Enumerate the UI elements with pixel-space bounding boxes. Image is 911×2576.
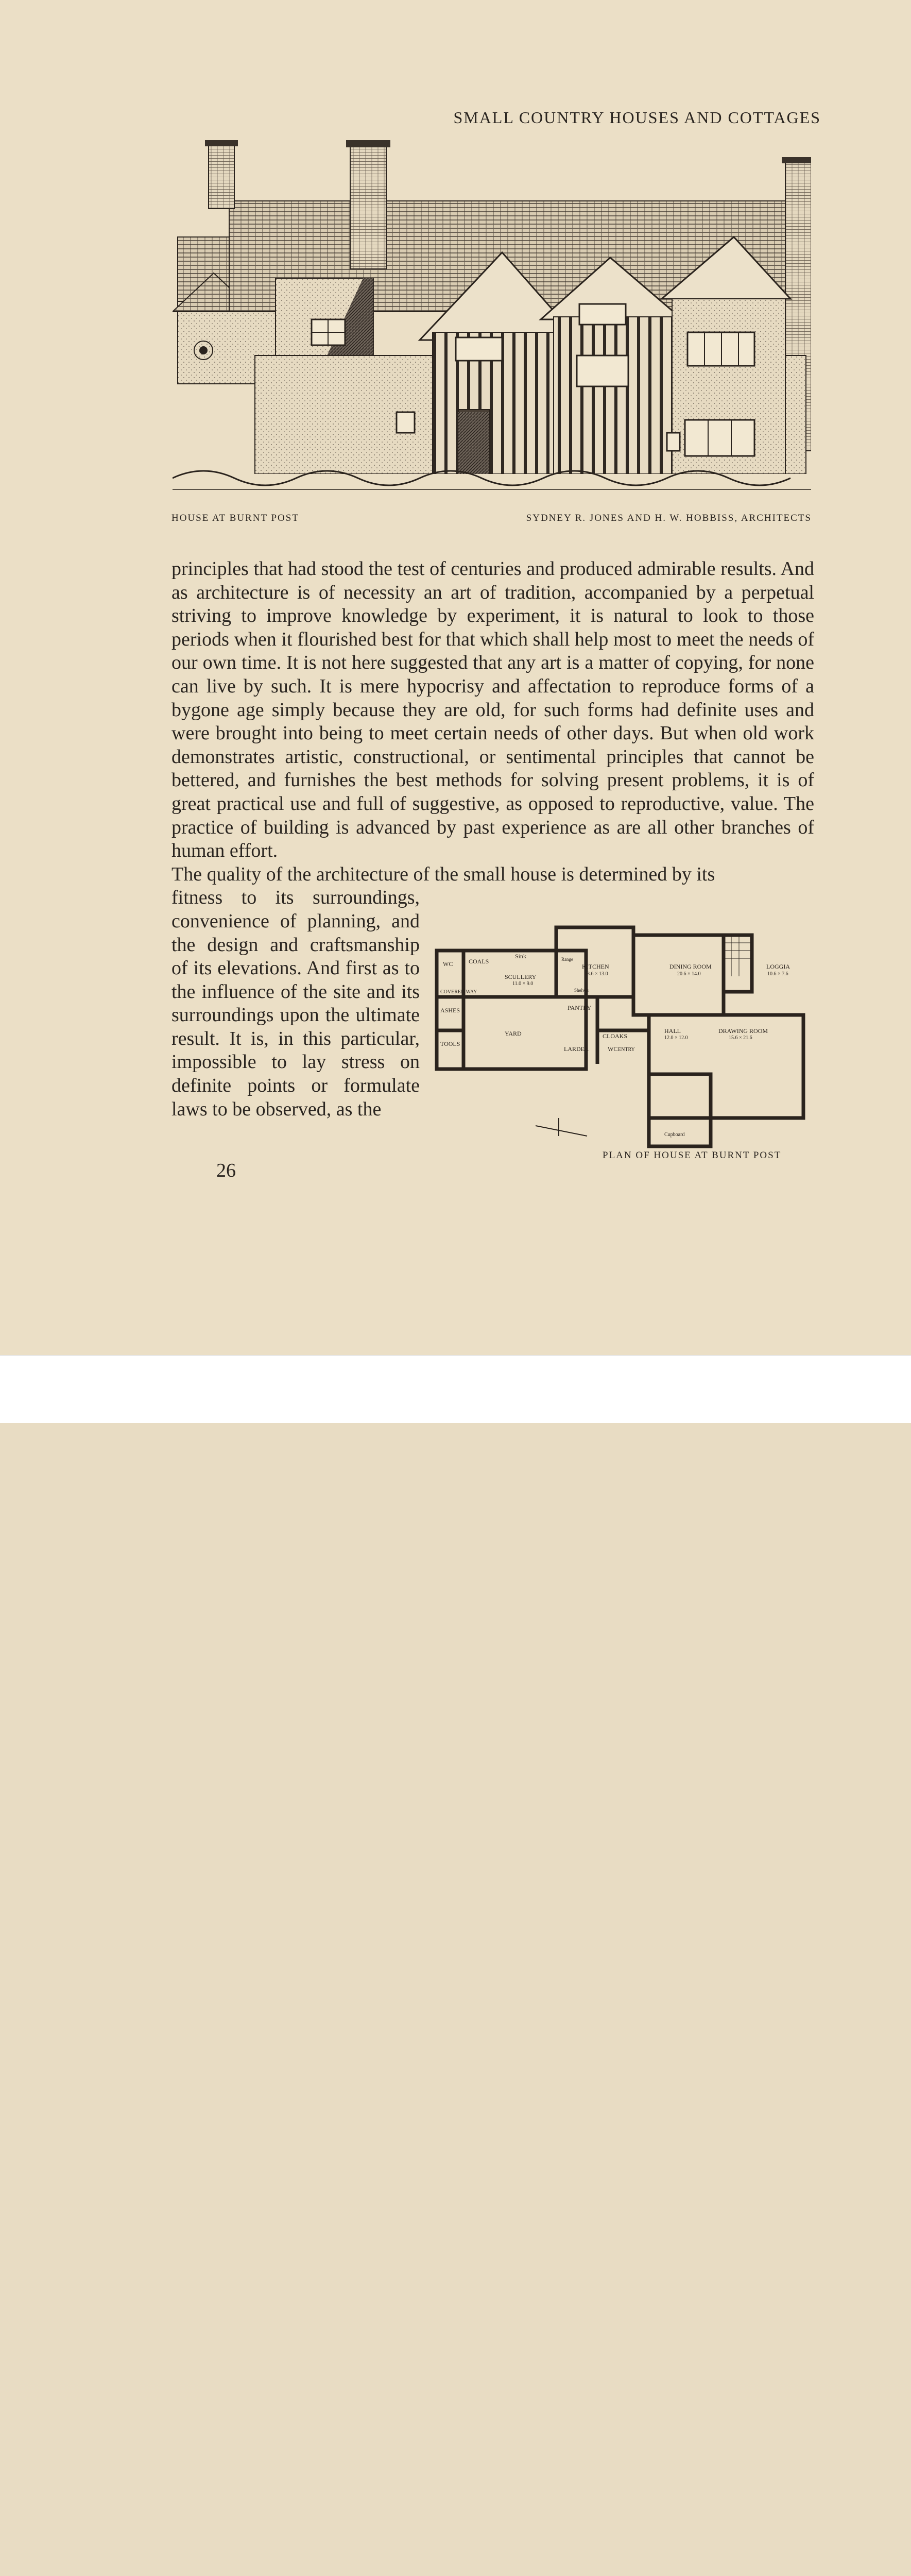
paragraph-wide-line: The quality of the architecture of the small house is determined by its: [171, 863, 715, 885]
page-number: 26: [216, 1160, 236, 1181]
plan-label-dining-size: 20.6 × 14.0: [677, 971, 701, 977]
plan-label-coals: COALS: [469, 958, 489, 965]
plan-label-dining: DINING ROOM: [669, 963, 712, 970]
plan-label-kitchen-size: 13.6 × 13.0: [585, 971, 608, 977]
plan-label-drawing-size: 15.6 × 21.6: [729, 1035, 752, 1041]
plan-label-entry: ENTRY: [618, 1047, 635, 1053]
north-arrow-icon: [536, 1118, 587, 1136]
illustration-caption-title: HOUSE AT BURNT POST: [171, 513, 299, 523]
plan-caption: PLAN OF HOUSE AT BURNT POST: [603, 1150, 782, 1161]
plan-label-loggia-size: 10.6 × 7.6: [767, 971, 788, 977]
plan-label-drawing: DRAWING ROOM: [718, 1027, 768, 1035]
viewer-footer: [0, 1355, 911, 1423]
illustration-caption-architects: SYDNEY R. JONES AND H. W. HOBBISS, ARCHITECTS: [526, 513, 812, 523]
plan-label-cupboard: Cupboard: [664, 1132, 685, 1138]
paragraph: principles that had stood the test of centuries and produced admirable results. And as architecture is of necessity an art of tradition, accompanied by a perpetual striving to improve knowledge by experiment, it is natural to look to those periods when it flourished best for that which shall help most to meet the needs of our own time. It is not here suggested that any art is a matter of copying, for none can live by such. It is mere hypocrisy and affectation to reproduce forms of a bygone age simply because they are old, for such forms had definite uses and were brought into being to meet certain needs of other days. But when old work demonstrates artistic, constructional, or sentimental principles that cannot be bettered, and furnishes the best methods for solving present problems, it is of great practical use and full of suggestive, as opposed to reproductive, value. The practice of building is advanced by past experience as are all other branches of human effort.: [171, 558, 814, 862]
plan-label-wc-2: WC: [608, 1045, 618, 1053]
paragraph-narrow-column: fitness to its surroundings, convenience of planning, and the design and craftsmanship of its elevations. And first as to the influence of the site and its surroundings upon the ultimate result. It is, in this particular, impossible to lay stress on definite points or formulate laws to be observed, as the: [171, 887, 420, 1120]
plan-label-loggia: LOGGIA: [766, 963, 790, 970]
plan-label-tools: TOOLS: [440, 1040, 460, 1047]
plan-label-range: Range: [561, 957, 573, 962]
plan-label-kitchen: KITCHEN: [582, 963, 609, 970]
plan-label-yard: YARD: [505, 1030, 522, 1037]
plan-label-wc: WC: [443, 960, 453, 968]
plan-label-scullery-size: 11.0 × 9.0: [512, 981, 534, 987]
plan-label-shelves: Shelves: [574, 988, 589, 993]
plan-label-pantry: PANTRY: [568, 1004, 592, 1011]
plan-label-hall: HALL: [664, 1027, 681, 1035]
plan-label-ashes: ASHES: [440, 1007, 460, 1014]
plan-label-scullery: SCULLERY: [505, 973, 537, 980]
plan-label-covered-way: COVERED WAY: [440, 989, 477, 995]
plan-label-larder: LARDER: [564, 1045, 589, 1053]
house-illustration: [173, 134, 811, 497]
plan-label-cloaks: CLOAKS: [603, 1032, 628, 1040]
plan-label-hall-size: 12.0 × 12.0: [664, 1035, 688, 1041]
running-head: SMALL COUNTRY HOUSES AND COTTAGES: [453, 108, 821, 127]
floor-plan: [433, 920, 814, 1151]
plan-label-sink: Sink: [515, 953, 527, 960]
